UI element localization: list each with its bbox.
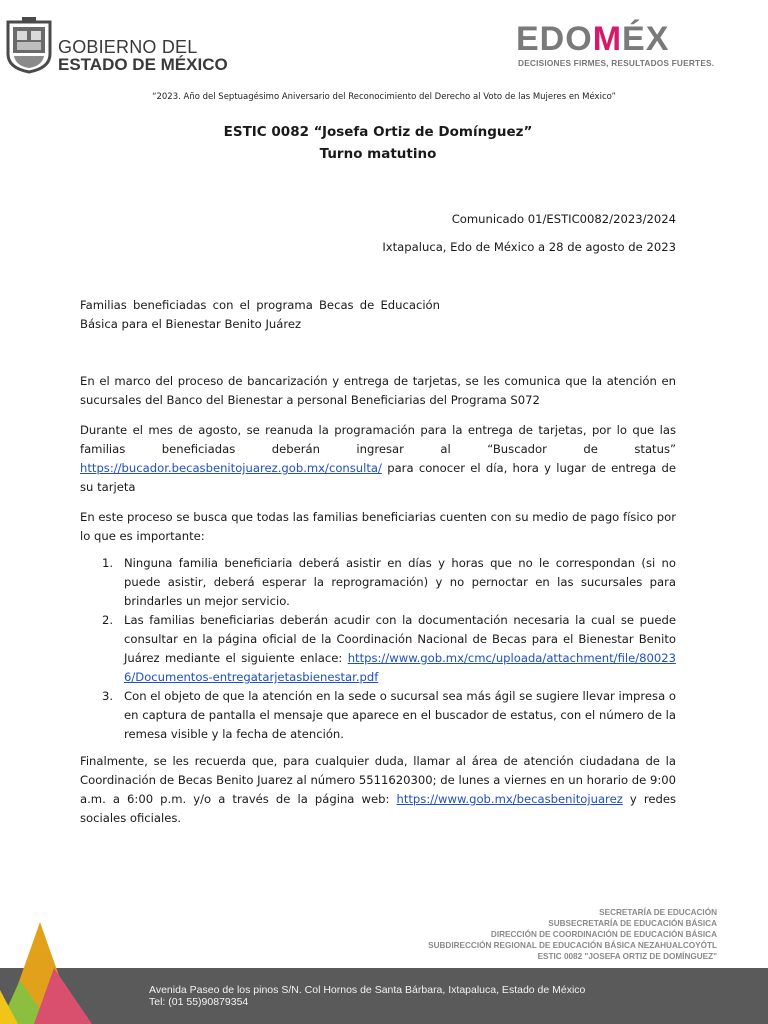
list-item-text: Las familias beneficiarias deberán acudir con la documentación necesaria la cual se puede consultar en la página oficial de la Coordinación Nacional de Becas para el Bienestar Benito Juárez mediante el siguiente enlace: [124,613,676,665]
state-seal-icon [4,16,54,74]
footer-line: SECRETARÍA DE EDUCACIÓN [599,908,717,917]
footer-line: ESTIC 0082 "JOSEFA ORTIZ DE DOMÍNGUEZ" [537,952,717,961]
gov-logo-line2: ESTADO DE MÉXICO [58,55,228,74]
edomex-suffix: ÉX [622,20,670,58]
footer-line: SUBDIRECCIÓN REGIONAL DE EDUCACIÓN BÁSICA NEZAHUALCOYÓTL [428,941,717,950]
list-item-text: Con el objeto de que la atención en la sede o sucursal sea más ágil se sugiere llevar impresa o en captura de pantalla el mensaje que aparece en el buscador de estatus, con el número de la remesa visible y la fecha de atención. [124,689,676,741]
footer-line: DIRECCIÓN DE COORDINACIÓN DE EDUCACIÓN BÁSICA [490,930,717,939]
becas-website-link[interactable]: https://www.gob.mx/becasbenitojuarez [396,792,623,806]
place-date: Ixtapaluca, Edo de México a 28 de agosto de 2023 [382,240,676,254]
paragraph-2-tail: para conocer el día, hora y lugar de entrega de su tarjeta [80,461,676,494]
edomex-logo [512,20,724,72]
edomex-wordmark [516,20,669,58]
paragraph-4 [80,752,676,828]
addressee: Familias beneficiadas con el programa Becas de Educación Básica para el Bienestar Benito Juárez [80,298,440,331]
school-title: ESTIC 0082 “Josefa Ortiz de Domínguez” [223,124,533,140]
list-item-number: 2. [102,613,114,627]
gov-logo-line1: GOBIERNO DEL [58,37,198,57]
footer-line: SUBSECRETARÍA DE EDUCACIÓN BÁSICA [548,919,717,928]
list-item-text: Ninguna familia beneficiaria deberá asistir en días y horas que no le correspondan (si no puede asistir, deberá esperar la reprogramación) y no pernoctar en las sucursales para brindarles un mejor servicio. [124,556,676,608]
list-item [80,554,676,611]
list-item [80,687,676,744]
edomex-m-glyph: M [592,20,623,58]
paragraph-4-tail: y redes sociales oficiales. [80,792,677,825]
paragraph-4-text: Finalmente, se les recuerda que, para cualquier duda, llamar al área de atención ciudadana de la Coordinación de Becas Benito Juarez al número 5511620300; de lunes a viernes en un horario de 9:00 a.m. a 6:00 p.m. y/o a través de la página web: [80,754,676,806]
documentos-pdf-link[interactable]: https://www.gob.mx/cmc/uploada/attachment/file/800236/Documentos-entregatarjetasbienestar.pdf [124,651,677,684]
paragraph-1: En el marco del proceso de bancarización y entrega de tarjetas, se les comunica que la atención en sucursales del Banco del Bienestar a personal Beneficiarias del Programa S072 [80,374,676,407]
gobierno-estado-mexico-logo [4,16,244,78]
edomex-prefix: EDO [516,20,593,58]
list-item [80,611,676,687]
paragraph-2 [80,421,676,497]
footer-institution-lines [428,907,717,962]
list-item-number: 1. [102,556,114,570]
footer-address: Avenida Paseo de los pinos S/N. Col Hornos de Santa Bárbara, Ixtapaluca, Estado de México [149,984,586,996]
footer-bar [0,968,768,1024]
list-item-number: 3. [102,689,114,703]
important-points-list [80,554,676,744]
year-legend: “2023. Año del Septuagésimo Aniversario del Reconocimiento del Derecho al Voto de las Mujeres en México” [152,92,616,102]
paragraph-3: En este proceso se busca que todas las familias beneficiarias cuenten con su medio de pago físico por lo que es importante: [80,510,676,543]
paragraph-2-text: Durante el mes de agosto, se reanuda la programación para la entrega de tarjetas, por lo que las familias beneficiadas deberán ingresar al “Buscador de status” [80,423,676,456]
edomex-slogan: DECISIONES FIRMES, RESULTADOS FUERTES. [518,58,715,68]
communique-number: Comunicado 01/ESTIC0082/2023/2024 [451,212,676,226]
decorative-triangles-icon [0,920,92,1024]
footer-phone: Tel: (01 55)90879354 [149,996,249,1008]
consulta-status-link[interactable]: https://bucador.becasbenitojuarez.gob.mx/consulta/ [80,461,382,475]
shift-title: Turno matutino [319,146,437,162]
